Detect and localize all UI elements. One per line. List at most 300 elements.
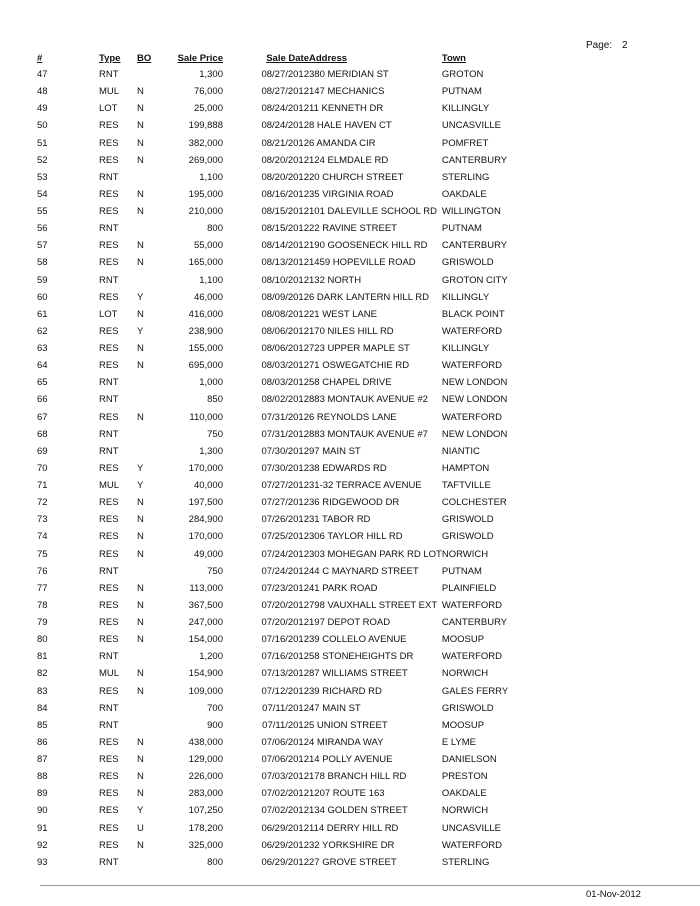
cell-address: 723 UPPER MAPLE ST	[309, 343, 410, 354]
column-header-sale-date: Sale Date	[266, 53, 309, 64]
cell-sale-date: 08/27/2012	[261, 69, 309, 80]
cell-town: NORWICH	[441, 548, 489, 560]
cell-town: STERLING	[441, 856, 490, 868]
cell-type: RES	[99, 462, 119, 474]
cell-bo: Y	[137, 480, 144, 491]
cell-address: 190 GOOSENECK HILL RD	[309, 240, 428, 252]
cell-town: NORWICH	[441, 805, 489, 817]
cell-number: 75	[37, 548, 48, 560]
cell-sale-price: 750	[207, 428, 223, 440]
cell-sale-price: 269,000	[188, 154, 223, 166]
cell-sale-date: 08/15/2012	[261, 206, 309, 217]
table-row	[37, 837, 542, 854]
cell-number: 67	[37, 411, 48, 423]
table-row	[37, 340, 542, 357]
cell-bo	[137, 272, 163, 289]
cell-number: 70	[37, 462, 48, 474]
cell-sale-date: 07/25/2012	[261, 531, 309, 543]
cell-number: 79	[37, 617, 48, 628]
cell-bo	[137, 426, 163, 443]
cell-sale-price: 155,000	[188, 343, 223, 354]
cell-bo: N	[137, 531, 144, 543]
cell-sale-date: 08/14/2012	[261, 240, 309, 252]
cell-town: WATERFORD	[441, 325, 503, 337]
table-row	[37, 648, 542, 665]
column-header-sale-price: Sale Price	[177, 53, 223, 64]
cell-type: RES	[99, 188, 119, 200]
cell-number: 55	[37, 206, 48, 217]
cell-type: RES	[99, 411, 119, 423]
column-header-address: Address	[309, 53, 348, 64]
cell-sale-price: 325,000	[188, 839, 223, 851]
cell-town: CANTERBURY	[441, 240, 508, 252]
cell-bo: N	[137, 771, 144, 783]
cell-town: E LYME	[441, 736, 476, 748]
cell-number: 56	[37, 223, 48, 235]
table-row	[37, 117, 542, 134]
cell-sale-price: 49,000	[193, 548, 223, 560]
table-row	[37, 83, 542, 100]
cell-bo: N	[137, 137, 144, 149]
cell-number: 62	[37, 325, 48, 337]
cell-number: 58	[37, 257, 48, 269]
cell-sale-date: 08/06/2012	[261, 343, 309, 354]
cell-number: 52	[37, 154, 48, 166]
table-row	[37, 820, 542, 837]
cell-address: 147 MECHANICS	[309, 86, 385, 98]
cell-sale-date: 08/08/2012	[261, 308, 309, 320]
cell-number: 60	[37, 291, 48, 303]
cell-address: 58 CHAPEL DRIVE	[309, 377, 392, 389]
cell-bo	[137, 563, 163, 580]
table-row	[37, 220, 542, 237]
cell-bo	[137, 391, 163, 408]
cell-type: RES	[99, 206, 119, 217]
cell-town: GRISWOLD	[441, 257, 494, 269]
cell-sale-date: 07/02/2012	[261, 788, 309, 800]
cell-type: RES	[99, 360, 119, 372]
cell-address: 883 MONTAUK AVENUE #7	[309, 428, 428, 440]
cell-address: 6 AMANDA CIR	[309, 137, 376, 149]
cell-type: RES	[99, 154, 119, 166]
cell-address: 132 NORTH	[309, 274, 362, 286]
cell-number: 48	[37, 86, 48, 98]
table-row	[37, 683, 542, 700]
cell-address: 380 MERIDIAN ST	[309, 69, 389, 80]
cell-sale-date: 08/27/2012	[261, 86, 309, 98]
table-row	[37, 494, 542, 511]
cell-bo: N	[137, 582, 144, 594]
cell-sale-price: 199,888	[188, 120, 223, 132]
cell-number: 77	[37, 582, 48, 594]
cell-address: 38 EDWARDS RD	[309, 462, 387, 474]
cell-number: 87	[37, 754, 48, 765]
cell-type: RES	[99, 531, 119, 543]
cell-sale-price: 900	[207, 719, 223, 731]
cell-town: BLACK POINT	[441, 308, 505, 320]
cell-sale-price: 197,500	[188, 497, 223, 509]
table-row	[37, 135, 542, 152]
cell-sale-date: 08/03/2012	[261, 377, 309, 389]
cell-address: 303 MOHEGAN PARK RD LOT	[309, 548, 442, 560]
table-row	[37, 237, 542, 254]
cell-type: RES	[99, 634, 119, 646]
table-row	[37, 854, 542, 871]
cell-town: PUTNAM	[441, 86, 482, 98]
cell-town: WILLINGTON	[441, 206, 501, 217]
cell-type: RES	[99, 617, 119, 628]
cell-number: 92	[37, 839, 48, 851]
cell-number: 64	[37, 360, 48, 372]
cell-number: 73	[37, 514, 48, 526]
cell-address: 32 YORKSHIRE DR	[309, 839, 395, 851]
column-header-bo: BO	[137, 53, 152, 64]
cell-address: 1459 HOPEVILLE ROAD	[309, 257, 416, 269]
cell-sale-date: 07/03/2012	[261, 771, 309, 783]
cell-type: RES	[99, 137, 119, 149]
table-row	[37, 751, 542, 768]
cell-bo: N	[137, 599, 144, 611]
cell-town: PLAINFIELD	[441, 582, 497, 594]
cell-town: HAMPTON	[441, 462, 490, 474]
table-row	[37, 700, 542, 717]
cell-bo	[137, 66, 163, 83]
cell-town: GRISWOLD	[441, 514, 494, 526]
cell-sale-price: 238,900	[188, 325, 223, 337]
cell-address: 87 WILLIAMS STREET	[309, 668, 408, 680]
cell-address: 20 CHURCH STREET	[309, 171, 404, 183]
cell-type: RNT	[99, 565, 119, 577]
cell-bo: N	[137, 360, 144, 372]
table-row	[37, 306, 542, 323]
cell-sale-date: 07/26/2012	[261, 514, 309, 526]
table-row	[37, 528, 542, 545]
cell-number: 53	[37, 171, 48, 183]
cell-type: RES	[99, 599, 119, 611]
cell-sale-date: 08/20/2012	[261, 171, 309, 183]
cell-sale-date: 07/16/2012	[261, 634, 309, 646]
page-number: 2	[622, 40, 628, 51]
cell-bo	[137, 648, 163, 665]
cell-town: PRESTON	[441, 771, 488, 783]
cell-sale-date: 08/10/2012	[261, 274, 309, 286]
table-row	[37, 563, 542, 580]
cell-town: CANTERBURY	[441, 617, 508, 628]
cell-type: RES	[99, 805, 119, 817]
table-row	[37, 374, 542, 391]
cell-town: NIANTIC	[441, 445, 480, 457]
cell-bo: Y	[137, 805, 144, 817]
cell-type: RES	[99, 343, 119, 354]
cell-town: GALES FERRY	[441, 685, 509, 697]
cell-town: WATERFORD	[441, 360, 503, 372]
table-row	[37, 357, 542, 374]
cell-sale-date: 07/27/2012	[261, 480, 309, 491]
cell-bo	[137, 854, 163, 871]
cell-type: RES	[99, 257, 119, 269]
cell-address: 5 UNION STREET	[309, 719, 388, 731]
cell-number: 72	[37, 497, 48, 509]
cell-number: 85	[37, 719, 48, 731]
cell-type: RES	[99, 582, 119, 594]
cell-type: RES	[99, 325, 119, 337]
cell-number: 83	[37, 685, 48, 697]
table-row	[37, 734, 542, 751]
cell-number: 76	[37, 565, 48, 577]
cell-address: 178 BRANCH HILL RD	[309, 771, 407, 783]
cell-sale-price: 1,100	[199, 171, 223, 183]
cell-address: 41 PARK ROAD	[309, 582, 378, 594]
cell-type: RES	[99, 514, 119, 526]
cell-address: 306 TAYLOR HILL RD	[309, 531, 403, 543]
cell-bo: N	[137, 257, 144, 269]
cell-sale-price: 438,000	[188, 736, 223, 748]
cell-address: 11 KENNETH DR	[309, 103, 384, 115]
cell-bo: N	[137, 497, 144, 509]
cell-address: 21 WEST LANE	[309, 308, 377, 320]
cell-sale-price: 382,000	[188, 137, 223, 149]
cell-number: 59	[37, 274, 48, 286]
cell-town: UNCASVILLE	[441, 120, 501, 132]
cell-town: WATERFORD	[441, 839, 503, 851]
cell-town: KILLINGLY	[441, 103, 490, 115]
cell-address: 31-32 TERRACE AVENUE	[309, 480, 422, 491]
cell-sale-date: 07/31/2012	[261, 411, 309, 423]
cell-town: CANTERBURY	[441, 154, 508, 166]
cell-sale-date: 07/20/2012	[261, 617, 309, 628]
cell-sale-date: 08/16/2012	[261, 188, 309, 200]
cell-sale-date: 06/29/2012	[261, 839, 309, 851]
cell-bo: N	[137, 668, 144, 680]
table-row	[37, 391, 542, 408]
footer-date: 01-Nov-2012	[586, 889, 641, 900]
cell-sale-price: 367,500	[188, 599, 223, 611]
cell-address: 8 HALE HAVEN CT	[309, 120, 392, 132]
cell-bo: Y	[137, 291, 144, 303]
cell-bo: N	[137, 617, 144, 628]
cell-address: 124 ELMDALE RD	[309, 154, 389, 166]
cell-sale-date: 06/29/2012	[261, 856, 309, 868]
cell-type: RES	[99, 839, 119, 851]
cell-town: GRISWOLD	[441, 702, 494, 714]
cell-type: RNT	[99, 856, 119, 868]
cell-town: NEW LONDON	[441, 377, 508, 389]
cell-address: 58 STONEHEIGHTS DR	[309, 651, 414, 663]
cell-address: 14 POLLY AVENUE	[309, 754, 393, 765]
cell-bo: N	[137, 788, 144, 800]
table-row	[37, 203, 542, 220]
cell-bo	[137, 443, 163, 460]
cell-sale-price: 170,000	[188, 531, 223, 543]
cell-number: 71	[37, 480, 48, 491]
cell-town: NEW LONDON	[441, 394, 508, 406]
cell-type: MUL	[99, 86, 120, 98]
cell-town: DANIELSON	[441, 754, 497, 765]
cell-sale-price: 210,000	[188, 206, 223, 217]
cell-sale-price: 178,200	[188, 822, 223, 834]
cell-town: UNCASVILLE	[441, 822, 501, 834]
cell-sale-date: 07/11/2012	[262, 719, 309, 731]
table-row	[37, 443, 542, 460]
cell-sale-date: 08/15/2012	[261, 223, 309, 235]
cell-bo	[137, 717, 163, 734]
cell-sale-price: 76,000	[193, 86, 223, 98]
cell-sale-date: 07/20/2012	[261, 599, 309, 611]
cell-address: 31 TABOR RD	[309, 514, 371, 526]
cell-sale-price: 1,300	[199, 69, 223, 80]
cell-town: GROTON CITY	[441, 274, 508, 286]
cell-sale-date: 07/12/2012	[261, 685, 309, 697]
cell-bo: N	[137, 154, 144, 166]
cell-type: RES	[99, 548, 119, 560]
cell-town: POMFRET	[441, 137, 489, 149]
cell-sale-date: 08/09/2012	[261, 291, 309, 303]
cell-bo: N	[137, 308, 144, 320]
cell-bo: U	[137, 822, 144, 834]
cell-number: 84	[37, 702, 48, 714]
cell-sale-date: 07/06/2012	[261, 736, 309, 748]
cell-number: 63	[37, 343, 48, 354]
cell-type: RES	[99, 754, 119, 765]
cell-bo: N	[137, 685, 144, 697]
cell-address: 4 MIRANDA WAY	[309, 736, 384, 748]
cell-town: MOOSUP	[441, 634, 485, 646]
table-row	[37, 785, 542, 802]
cell-sale-price: 154,000	[188, 634, 223, 646]
cell-bo: N	[137, 120, 144, 132]
cell-address: 101 DALEVILLE SCHOOL RD	[309, 206, 437, 217]
cell-address: 39 RICHARD RD	[309, 685, 382, 697]
cell-address: 197 DEPOT ROAD	[309, 617, 391, 628]
page-label: Page:	[586, 40, 613, 51]
cell-sale-date: 07/16/2012	[261, 651, 309, 663]
cell-number: 81	[37, 651, 48, 663]
cell-sale-price: 170,000	[188, 462, 223, 474]
table-row	[37, 802, 542, 819]
cell-address: 36 RIDGEWOOD DR	[309, 497, 400, 509]
cell-type: RNT	[99, 274, 119, 286]
cell-sale-date: 07/24/2012	[261, 548, 309, 560]
cell-number: 54	[37, 188, 48, 200]
cell-number: 49	[37, 103, 48, 115]
cell-address: 35 VIRGINIA ROAD	[309, 188, 394, 200]
cell-sale-price: 40,000	[193, 480, 223, 491]
cell-type: RNT	[99, 171, 119, 183]
cell-bo: N	[137, 634, 144, 646]
cell-town: PUTNAM	[441, 223, 482, 235]
cell-sale-date: 07/23/2012	[261, 582, 309, 594]
cell-sale-price: 110,000	[189, 411, 223, 423]
cell-sale-date: 07/11/2012	[262, 702, 309, 714]
cell-address: 22 RAVINE STREET	[309, 223, 397, 235]
cell-sale-date: 06/29/2012	[261, 822, 309, 834]
cell-sale-date: 07/27/2012	[261, 497, 309, 509]
cell-sale-price: 129,000	[188, 754, 223, 765]
cell-bo: N	[137, 736, 144, 748]
table-row	[37, 477, 542, 494]
cell-type: RNT	[99, 428, 119, 440]
cell-address: 47 MAIN ST	[309, 702, 361, 714]
cell-type: LOT	[99, 103, 118, 115]
cell-number: 74	[37, 531, 48, 543]
cell-sale-price: 283,000	[188, 788, 223, 800]
cell-number: 90	[37, 805, 48, 817]
column-header-number: #	[37, 53, 43, 64]
cell-number: 51	[37, 137, 48, 149]
table-row	[37, 66, 542, 83]
cell-town: STERLING	[441, 171, 490, 183]
cell-address: 798 VAUXHALL STREET EXT	[309, 599, 438, 611]
cell-bo	[137, 220, 163, 237]
table-row	[37, 152, 542, 169]
cell-type: RES	[99, 240, 119, 252]
cell-address: 97 MAIN ST	[309, 445, 361, 457]
cell-town: PUTNAM	[441, 565, 482, 577]
table-row	[37, 323, 542, 340]
cell-bo: N	[137, 514, 144, 526]
cell-address: 6 REYNOLDS LANE	[309, 411, 397, 423]
cell-number: 66	[37, 394, 48, 406]
cell-type: MUL	[99, 668, 120, 680]
cell-town: NORWICH	[441, 668, 489, 680]
cell-type: RES	[99, 771, 119, 783]
cell-address: 883 MONTAUK AVENUE #2	[309, 394, 428, 406]
cell-sale-price: 700	[207, 702, 223, 714]
cell-town: KILLINGLY	[441, 291, 490, 303]
cell-bo: N	[137, 188, 144, 200]
cell-type: LOT	[99, 308, 118, 320]
cell-bo: N	[137, 240, 144, 252]
cell-town: TAFTVILLE	[441, 480, 491, 491]
cell-sale-date: 08/03/2012	[261, 360, 309, 372]
cell-sale-price: 416,000	[188, 308, 223, 320]
cell-type: RES	[99, 497, 119, 509]
cell-sale-price: 226,000	[188, 771, 223, 783]
cell-number: 88	[37, 771, 48, 783]
cell-sale-price: 154,900	[188, 668, 223, 680]
cell-bo: N	[137, 548, 144, 560]
cell-sale-price: 800	[207, 856, 223, 868]
cell-number: 50	[37, 120, 48, 132]
cell-address: 71 OSWEGATCHIE RD	[309, 360, 410, 372]
cell-address: 44 C MAYNARD STREET	[309, 565, 419, 577]
table-row	[37, 717, 542, 734]
cell-town: MOOSUP	[441, 719, 485, 731]
table-body	[37, 66, 542, 871]
cell-type: RNT	[99, 651, 119, 663]
cell-type: RES	[99, 120, 119, 132]
table-row	[37, 768, 542, 785]
footer-divider	[40, 885, 700, 886]
cell-number: 86	[37, 736, 48, 748]
cell-bo: N	[137, 754, 144, 765]
cell-sale-price: 1,000	[199, 377, 223, 389]
cell-type: RES	[99, 788, 119, 800]
cell-sale-date: 07/31/2012	[261, 428, 309, 440]
cell-number: 82	[37, 668, 48, 680]
cell-sale-price: 750	[207, 565, 223, 577]
cell-number: 89	[37, 788, 48, 800]
cell-type: RES	[99, 736, 119, 748]
cell-bo: N	[137, 839, 144, 851]
column-header-type: Type	[99, 53, 121, 64]
cell-type: RNT	[99, 223, 119, 235]
cell-town: GRISWOLD	[441, 531, 494, 543]
table-header-row	[37, 51, 542, 66]
cell-sale-price: 107,250	[188, 805, 223, 817]
cell-bo: N	[137, 343, 144, 354]
cell-bo: N	[137, 103, 144, 115]
